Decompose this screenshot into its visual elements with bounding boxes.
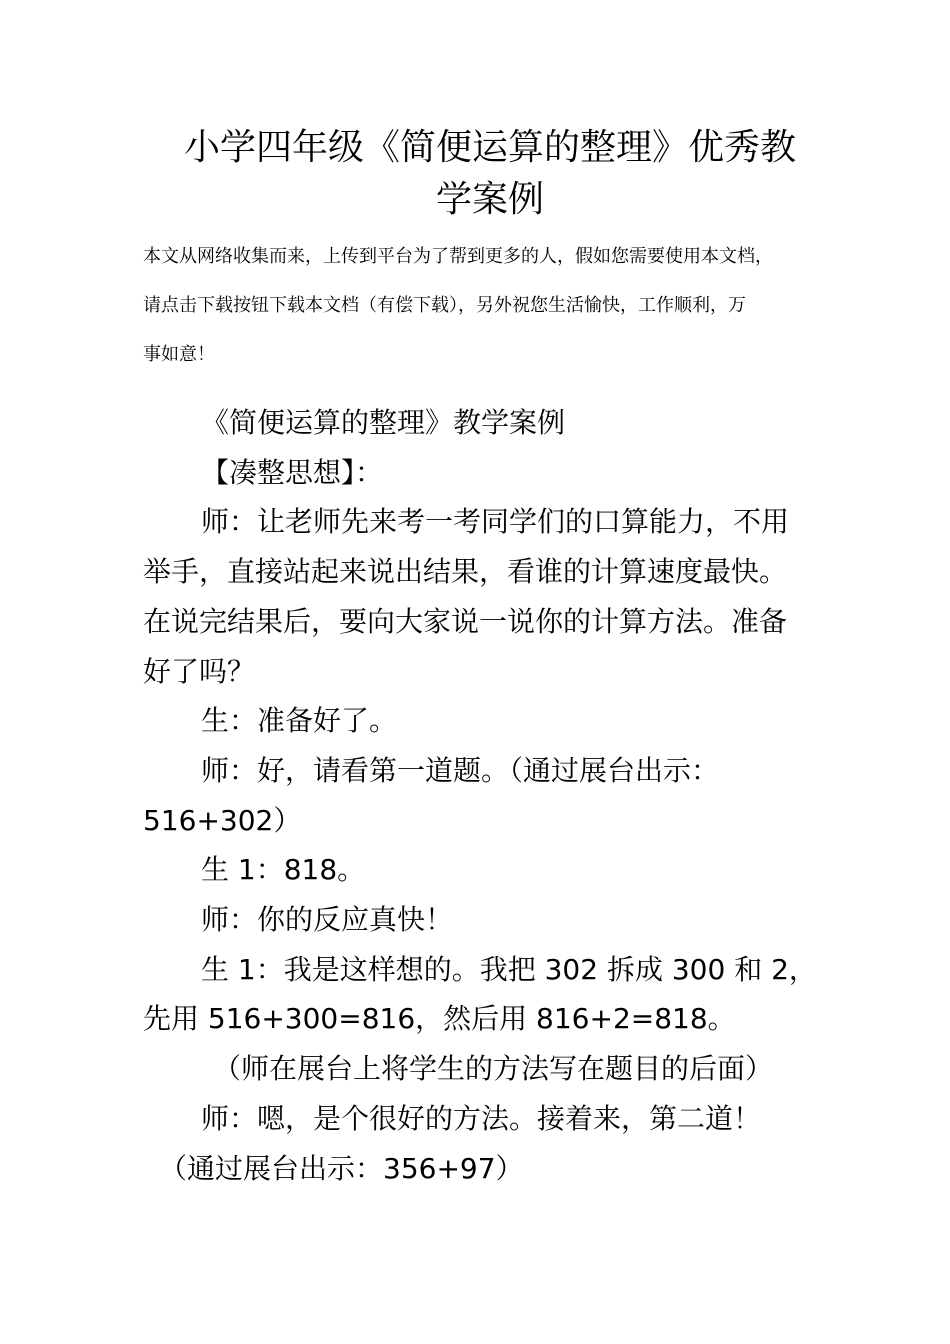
body-line: 举手，直接站起来说出结果，看谁的计算速度最快。 [143, 555, 788, 589]
notice-line: 请点击下载按钮下载本文档（有偿下载），另外祝您生活愉快，工作顺利，万 [143, 295, 746, 316]
lesson-body [143, 398, 817, 1193]
body-line: 生 1：我是这样想的。我把 302 拆成 300 和 2， [201, 952, 817, 986]
body-line: （通过展台出示：356+97） [159, 1151, 524, 1185]
body-line: 师：你的反应真快！ [201, 903, 454, 937]
body-line: 生 1：818。 [201, 853, 366, 887]
body-line: 师：好，请看第一道题。（通过展台出示： [201, 753, 720, 787]
notice-line: 本文从网络收集而来，上传到平台为了帮到更多的人，假如您需要使用本文档， [143, 246, 773, 267]
download-notice [143, 232, 813, 379]
body-line: 516+302） [143, 803, 302, 837]
body-line: 在说完结果后，要向大家说一说你的计算方法。准备 [143, 604, 788, 638]
body-line: 师：让老师先来考一考同学们的口算能力，不用 [201, 505, 790, 539]
body-line: 师：嗯，是个很好的方法。接着来，第二道！ [201, 1101, 762, 1135]
subsection-heading: 【凑整思想】： [201, 455, 384, 489]
title-line-2: 学案例 [435, 179, 544, 220]
title-line-1: 小学四年级《简便运算的整理》优秀教 [183, 127, 796, 168]
body-line: （师在展台上将学生的方法写在题目的后面） [213, 1052, 774, 1086]
body-line: 好了吗？ [143, 654, 256, 688]
body-line: 生：准备好了。 [201, 704, 398, 738]
notice-line: 事如意！ [143, 344, 215, 365]
section-heading: 《简便运算的整理》教学案例 [201, 406, 566, 439]
body-line: 先用 516+300=816，然后用 816+2=818。 [143, 1002, 736, 1036]
document-title [170, 122, 810, 226]
